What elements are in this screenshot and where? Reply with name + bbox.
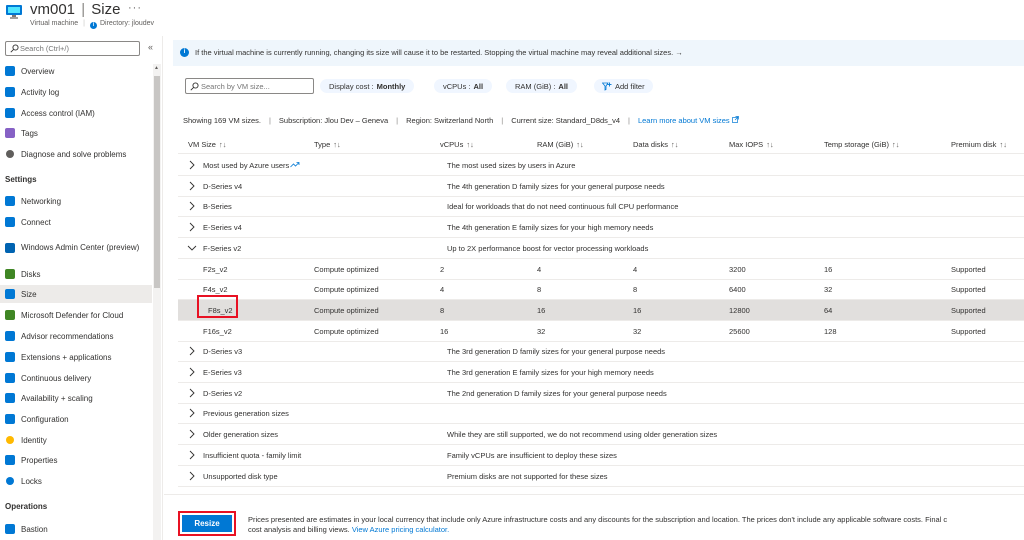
wrench-icon bbox=[6, 150, 14, 158]
selected-size-highlight bbox=[197, 295, 238, 318]
menu-item-disks[interactable] bbox=[0, 267, 152, 281]
menu-item-label: Diagnose and solve problems bbox=[21, 149, 127, 159]
add-filter-button[interactable]: Add filter bbox=[594, 79, 653, 93]
pricing-disclaimer: Prices presented are estimates in your local currency that include only Azure infrastructure costs and any discounts for the subscription and location. The prices don't include any applicable software costs. Final c cost analysis and billing views. View Azure pricing calculator. bbox=[248, 515, 948, 534]
delivery-icon bbox=[5, 373, 15, 383]
info-icon: i bbox=[180, 48, 189, 57]
display-cost-filter[interactable]: Display cost : Monthly bbox=[320, 79, 414, 93]
sort-icon[interactable]: ↑↓ bbox=[999, 140, 1007, 149]
menu-item-size[interactable] bbox=[0, 285, 152, 303]
menu-item-label: Identity bbox=[21, 435, 47, 445]
group-row[interactable] bbox=[178, 341, 1024, 362]
blade-name: Size bbox=[91, 1, 121, 18]
title-separator: | bbox=[81, 1, 86, 18]
group-row[interactable] bbox=[178, 217, 1024, 238]
group-description: Family vCPUs are insufficient to deploy these sizes bbox=[447, 450, 617, 460]
group-name: D-Series v3 bbox=[203, 347, 243, 357]
footer-bar bbox=[164, 494, 1024, 540]
menu-item-locks[interactable] bbox=[0, 474, 152, 488]
size-blade bbox=[164, 36, 1024, 540]
external-link-icon bbox=[732, 116, 739, 123]
menu-item-access-control-iam[interactable] bbox=[0, 106, 152, 120]
cell-temp-storage-gib: 128 bbox=[824, 326, 837, 336]
cell-max-iops: 25600 bbox=[729, 326, 750, 336]
more-options-button[interactable]: ··· bbox=[128, 2, 142, 14]
virtual-machine-icon bbox=[6, 5, 22, 19]
cell-vcpus: 4 bbox=[440, 285, 445, 295]
group-name: E-Series v3 bbox=[203, 368, 242, 377]
menu-item-continuous-delivery[interactable] bbox=[0, 371, 152, 385]
group-row[interactable] bbox=[178, 176, 1024, 197]
resize-button[interactable]: Resize bbox=[182, 515, 232, 532]
menu-item-label: Bastion bbox=[21, 524, 48, 534]
column-header-type[interactable]: Type ↑↓ bbox=[314, 140, 341, 149]
region-label: Region: Switzerland North bbox=[406, 116, 494, 125]
group-description: Ideal for workloads that do not need continuous full CPU performance bbox=[447, 202, 679, 212]
cell-temp-storage-gib: 64 bbox=[824, 305, 833, 315]
group-name: E-Series v4 bbox=[203, 223, 242, 233]
group-name: Older generation sizes bbox=[203, 430, 279, 440]
menu-search-box[interactable] bbox=[5, 41, 140, 56]
resource-menu bbox=[0, 36, 163, 540]
advisor-icon bbox=[5, 331, 15, 341]
group-description: Premium disks are not supported for these sizes bbox=[447, 471, 608, 481]
cell-temp-storage-gib: 32 bbox=[824, 285, 833, 295]
properties-icon bbox=[5, 455, 15, 465]
add-filter-icon bbox=[602, 82, 612, 91]
group-description: The 4th generation E family sizes for your high memory needs bbox=[447, 223, 654, 233]
menu-item-label: Overview bbox=[21, 66, 55, 76]
bastion-icon bbox=[5, 524, 15, 534]
cell-max-iops: 6400 bbox=[729, 285, 746, 295]
pricing-calculator-link[interactable]: View Azure pricing calculator. bbox=[351, 525, 450, 534]
chevron-right-icon[interactable] bbox=[187, 429, 197, 439]
resource-type: Virtual machine bbox=[30, 20, 79, 27]
menu-item-windows-admin-center-preview[interactable] bbox=[0, 236, 152, 260]
cell-type: Compute optimized bbox=[314, 326, 379, 336]
group-name: B-Series bbox=[203, 202, 232, 212]
cell-ram-gib: 4 bbox=[537, 264, 542, 274]
cell-max-iops: 3200 bbox=[729, 264, 746, 274]
vm-size-row[interactable] bbox=[178, 259, 1024, 280]
info-banner[interactable] bbox=[173, 40, 1024, 66]
group-row[interactable] bbox=[178, 403, 1024, 424]
menu-item-label: Advisor recommendations bbox=[21, 331, 114, 341]
admin-center-icon bbox=[5, 243, 15, 253]
column-header-max-iops[interactable]: Max IOPS ↑↓ bbox=[729, 140, 774, 149]
cell-data-disks: 8 bbox=[633, 285, 638, 295]
group-description: The 3rd generation D family sizes for your general purpose needs bbox=[447, 347, 666, 357]
chevron-right-icon[interactable] bbox=[187, 408, 197, 418]
column-header-premium-disk[interactable]: Premium disk ↑↓ bbox=[951, 140, 1007, 149]
cell-ram-gib: 16 bbox=[537, 305, 546, 315]
group-row[interactable] bbox=[178, 238, 1024, 259]
vm-size-row[interactable] bbox=[178, 300, 1024, 321]
search-icon bbox=[190, 82, 199, 91]
group-name: D-Series v4 bbox=[203, 181, 243, 191]
sort-icon[interactable]: ↑↓ bbox=[466, 140, 474, 149]
vcpus-filter[interactable]: vCPUs : All bbox=[434, 79, 492, 93]
group-description: Up to 2X performance boost for vector processing workloads bbox=[447, 243, 649, 253]
group-row[interactable] bbox=[178, 424, 1024, 445]
operations-section-header: Operations bbox=[5, 502, 48, 511]
vm-size-search-box[interactable] bbox=[185, 78, 314, 94]
cell-ram-gib: 32 bbox=[537, 326, 546, 336]
settings-section-header: Settings bbox=[5, 175, 37, 184]
cell-vm-size: F8s_v2 bbox=[208, 305, 233, 315]
chevron-right-icon[interactable] bbox=[187, 471, 197, 481]
menu-search-input[interactable] bbox=[20, 43, 138, 54]
extensions-icon bbox=[5, 352, 15, 362]
sort-icon[interactable]: ↑↓ bbox=[218, 140, 227, 149]
menu-scrollbar-thumb[interactable] bbox=[154, 76, 160, 288]
sort-icon[interactable]: ↑↓ bbox=[576, 140, 584, 149]
menu-item-connect[interactable] bbox=[0, 215, 152, 229]
menu-item-label: Activity log bbox=[21, 87, 60, 97]
group-name: F-Series v2 bbox=[203, 243, 242, 253]
result-count: Showing 169 VM sizes. bbox=[183, 116, 261, 125]
menu-item-properties[interactable] bbox=[0, 453, 152, 467]
group-name: Previous generation sizes bbox=[203, 409, 289, 419]
menu-item-label: Properties bbox=[21, 455, 58, 465]
group-name: Most used by Azure users bbox=[203, 161, 300, 170]
scroll-up-icon[interactable]: ▲ bbox=[154, 65, 159, 71]
menu-item-label: Networking bbox=[21, 196, 62, 206]
sort-icon[interactable]: ↑↓ bbox=[766, 140, 774, 149]
scaling-icon bbox=[5, 393, 15, 403]
column-header-ram-gib[interactable]: RAM (GiB) ↑↓ bbox=[537, 140, 584, 149]
menu-item-activity-log[interactable] bbox=[0, 85, 152, 99]
menu-item-overview[interactable] bbox=[0, 64, 152, 78]
menu-scrollbar[interactable] bbox=[153, 64, 161, 540]
ram-filter[interactable]: RAM (GiB) : All bbox=[506, 79, 577, 93]
cell-vm-size: F4s_v2 bbox=[203, 285, 228, 295]
chevron-right-icon[interactable] bbox=[187, 181, 197, 191]
group-row[interactable] bbox=[178, 466, 1024, 487]
page-title bbox=[30, 1, 120, 18]
disk-icon bbox=[5, 269, 15, 279]
results-summary: Showing 169 VM sizes. | Subscription: Jlou Dev – Geneva | Region: Switzerland North | Current size: Standard_D8ds_v4 | Learn more about VM sizes bbox=[183, 116, 739, 125]
group-description: The 4th generation D family sizes for your general purpose needs bbox=[447, 181, 665, 191]
menu-item-label: Windows Admin Center (preview) bbox=[21, 243, 140, 252]
identity-icon bbox=[6, 436, 14, 444]
menu-item-tags[interactable] bbox=[0, 126, 152, 140]
group-row[interactable] bbox=[178, 196, 1024, 217]
table-header bbox=[178, 134, 1024, 154]
menu-item-availability-scaling[interactable] bbox=[0, 391, 152, 405]
monitor-icon bbox=[5, 289, 15, 299]
chevron-right-icon[interactable] bbox=[187, 201, 197, 211]
group-description: The 3rd generation E family sizes for your high memory needs bbox=[447, 368, 654, 377]
page-header bbox=[0, 0, 1024, 36]
menu-item-networking[interactable] bbox=[0, 194, 152, 208]
chevron-right-icon[interactable] bbox=[187, 160, 197, 170]
cell-data-disks: 32 bbox=[633, 326, 642, 336]
chevron-right-icon[interactable] bbox=[187, 388, 197, 398]
collapse-menu-button[interactable]: « bbox=[148, 42, 154, 52]
cell-data-disks: 4 bbox=[633, 264, 638, 274]
menu-item-bastion[interactable] bbox=[0, 522, 152, 536]
menu-item-label: Availability + scaling bbox=[21, 393, 93, 403]
cell-max-iops: 12800 bbox=[729, 305, 750, 315]
sort-icon[interactable]: ↑↓ bbox=[892, 140, 900, 149]
people-icon bbox=[5, 108, 15, 118]
menu-item-label: Connect bbox=[21, 217, 51, 227]
group-name: D-Series v2 bbox=[203, 388, 243, 398]
cell-vcpus: 16 bbox=[440, 326, 449, 336]
menu-item-advisor-recommendations[interactable] bbox=[0, 329, 152, 343]
vm-size-search-input[interactable] bbox=[201, 81, 311, 92]
subscription-label: Subscription: Jlou Dev – Geneva bbox=[278, 116, 389, 125]
shield-icon bbox=[5, 310, 15, 320]
menu-item-label: Configuration bbox=[21, 414, 69, 424]
group-name: Unsupported disk type bbox=[203, 471, 278, 481]
sort-icon[interactable]: ↑↓ bbox=[671, 140, 679, 149]
plug-icon bbox=[5, 217, 15, 227]
cell-premium-disk: Supported bbox=[951, 264, 986, 274]
column-header-vm-size[interactable]: VM Size ↑↓ bbox=[188, 140, 227, 149]
menu-item-diagnose-and-solve-problems[interactable] bbox=[0, 147, 152, 161]
chevron-down-icon[interactable] bbox=[187, 243, 197, 253]
log-icon bbox=[5, 87, 15, 97]
monitor-icon bbox=[5, 66, 15, 76]
group-row[interactable] bbox=[178, 445, 1024, 466]
chevron-right-icon[interactable] bbox=[187, 222, 197, 232]
chevron-right-icon[interactable] bbox=[187, 367, 197, 377]
menu-item-label: Disks bbox=[21, 269, 41, 279]
menu-item-label: Microsoft Defender for Cloud bbox=[21, 310, 124, 320]
column-header-data-disks[interactable]: Data disks ↑↓ bbox=[633, 140, 679, 149]
cell-data-disks: 16 bbox=[633, 305, 642, 315]
menu-item-label: Locks bbox=[21, 476, 42, 486]
menu-item-identity[interactable] bbox=[0, 433, 152, 447]
group-row[interactable] bbox=[178, 362, 1024, 383]
column-header-vcpus[interactable]: vCPUs ↑↓ bbox=[440, 140, 474, 149]
menu-item-microsoft-defender-for-cloud[interactable] bbox=[0, 308, 152, 322]
cell-temp-storage-gib: 16 bbox=[824, 264, 833, 274]
cell-type: Compute optimized bbox=[314, 264, 379, 274]
resize-button-highlight bbox=[178, 511, 236, 536]
banner-text: If the virtual machine is currently running, changing its size will cause it to be restarted. Stopping the virtual machine may reveal additional sizes. → bbox=[195, 48, 683, 57]
search-icon bbox=[10, 44, 19, 53]
column-header-temp-storage-gib[interactable]: Temp storage (GiB) ↑↓ bbox=[824, 140, 900, 149]
chevron-right-icon[interactable] bbox=[187, 346, 197, 356]
cell-vcpus: 2 bbox=[440, 264, 445, 274]
group-description: While they are still supported, we do not recommend using older generation sizes bbox=[447, 430, 718, 440]
menu-item-label: Extensions + applications bbox=[21, 352, 112, 362]
group-description: The 2nd generation D family sizes for your general purpose needs bbox=[447, 388, 667, 398]
chevron-right-icon[interactable] bbox=[187, 450, 197, 460]
learn-more-link[interactable]: Learn more about VM sizes bbox=[638, 116, 739, 125]
trending-icon bbox=[290, 161, 300, 168]
menu-item-label: Tags bbox=[21, 128, 38, 138]
menu-item-label: Continuous delivery bbox=[21, 373, 92, 383]
page-subtitle: Virtual machine | i Directory: jloudev bbox=[30, 20, 155, 28]
cell-type: Compute optimized bbox=[314, 305, 379, 315]
menu-item-extensions-applications[interactable] bbox=[0, 350, 152, 364]
group-name: Insufficient quota - family limit bbox=[203, 450, 302, 460]
banner-arrow-icon[interactable]: → bbox=[675, 48, 683, 57]
directory-label: Directory: jloudev bbox=[99, 20, 155, 27]
menu-item-configuration[interactable] bbox=[0, 412, 152, 426]
cell-vm-size: F2s_v2 bbox=[203, 264, 228, 274]
vm-name: vm001 bbox=[30, 1, 76, 18]
sort-icon[interactable]: ↑↓ bbox=[333, 140, 341, 149]
menu-item-label: Size bbox=[21, 289, 37, 299]
cell-ram-gib: 8 bbox=[537, 285, 542, 295]
cell-premium-disk: Supported bbox=[951, 285, 986, 295]
network-icon bbox=[5, 196, 15, 206]
directory-info-icon: i bbox=[90, 22, 97, 29]
cell-premium-disk: Supported bbox=[951, 326, 986, 336]
vm-size-row[interactable] bbox=[178, 321, 1024, 342]
tag-icon bbox=[5, 128, 15, 138]
cell-type: Compute optimized bbox=[314, 285, 379, 295]
current-size-label: Current size: Standard_D8ds_v4 bbox=[511, 116, 621, 125]
cell-vcpus: 8 bbox=[440, 305, 445, 315]
cell-vm-size: F16s_v2 bbox=[203, 326, 232, 336]
vm-size-row[interactable] bbox=[178, 279, 1024, 300]
group-row[interactable] bbox=[178, 155, 1024, 176]
menu-item-label: Access control (IAM) bbox=[21, 108, 95, 118]
lock-icon bbox=[6, 477, 14, 485]
group-description: The most used sizes by users in Azure bbox=[447, 161, 576, 170]
cell-premium-disk: Supported bbox=[951, 305, 986, 315]
group-row[interactable] bbox=[178, 383, 1024, 404]
config-icon bbox=[5, 414, 15, 424]
